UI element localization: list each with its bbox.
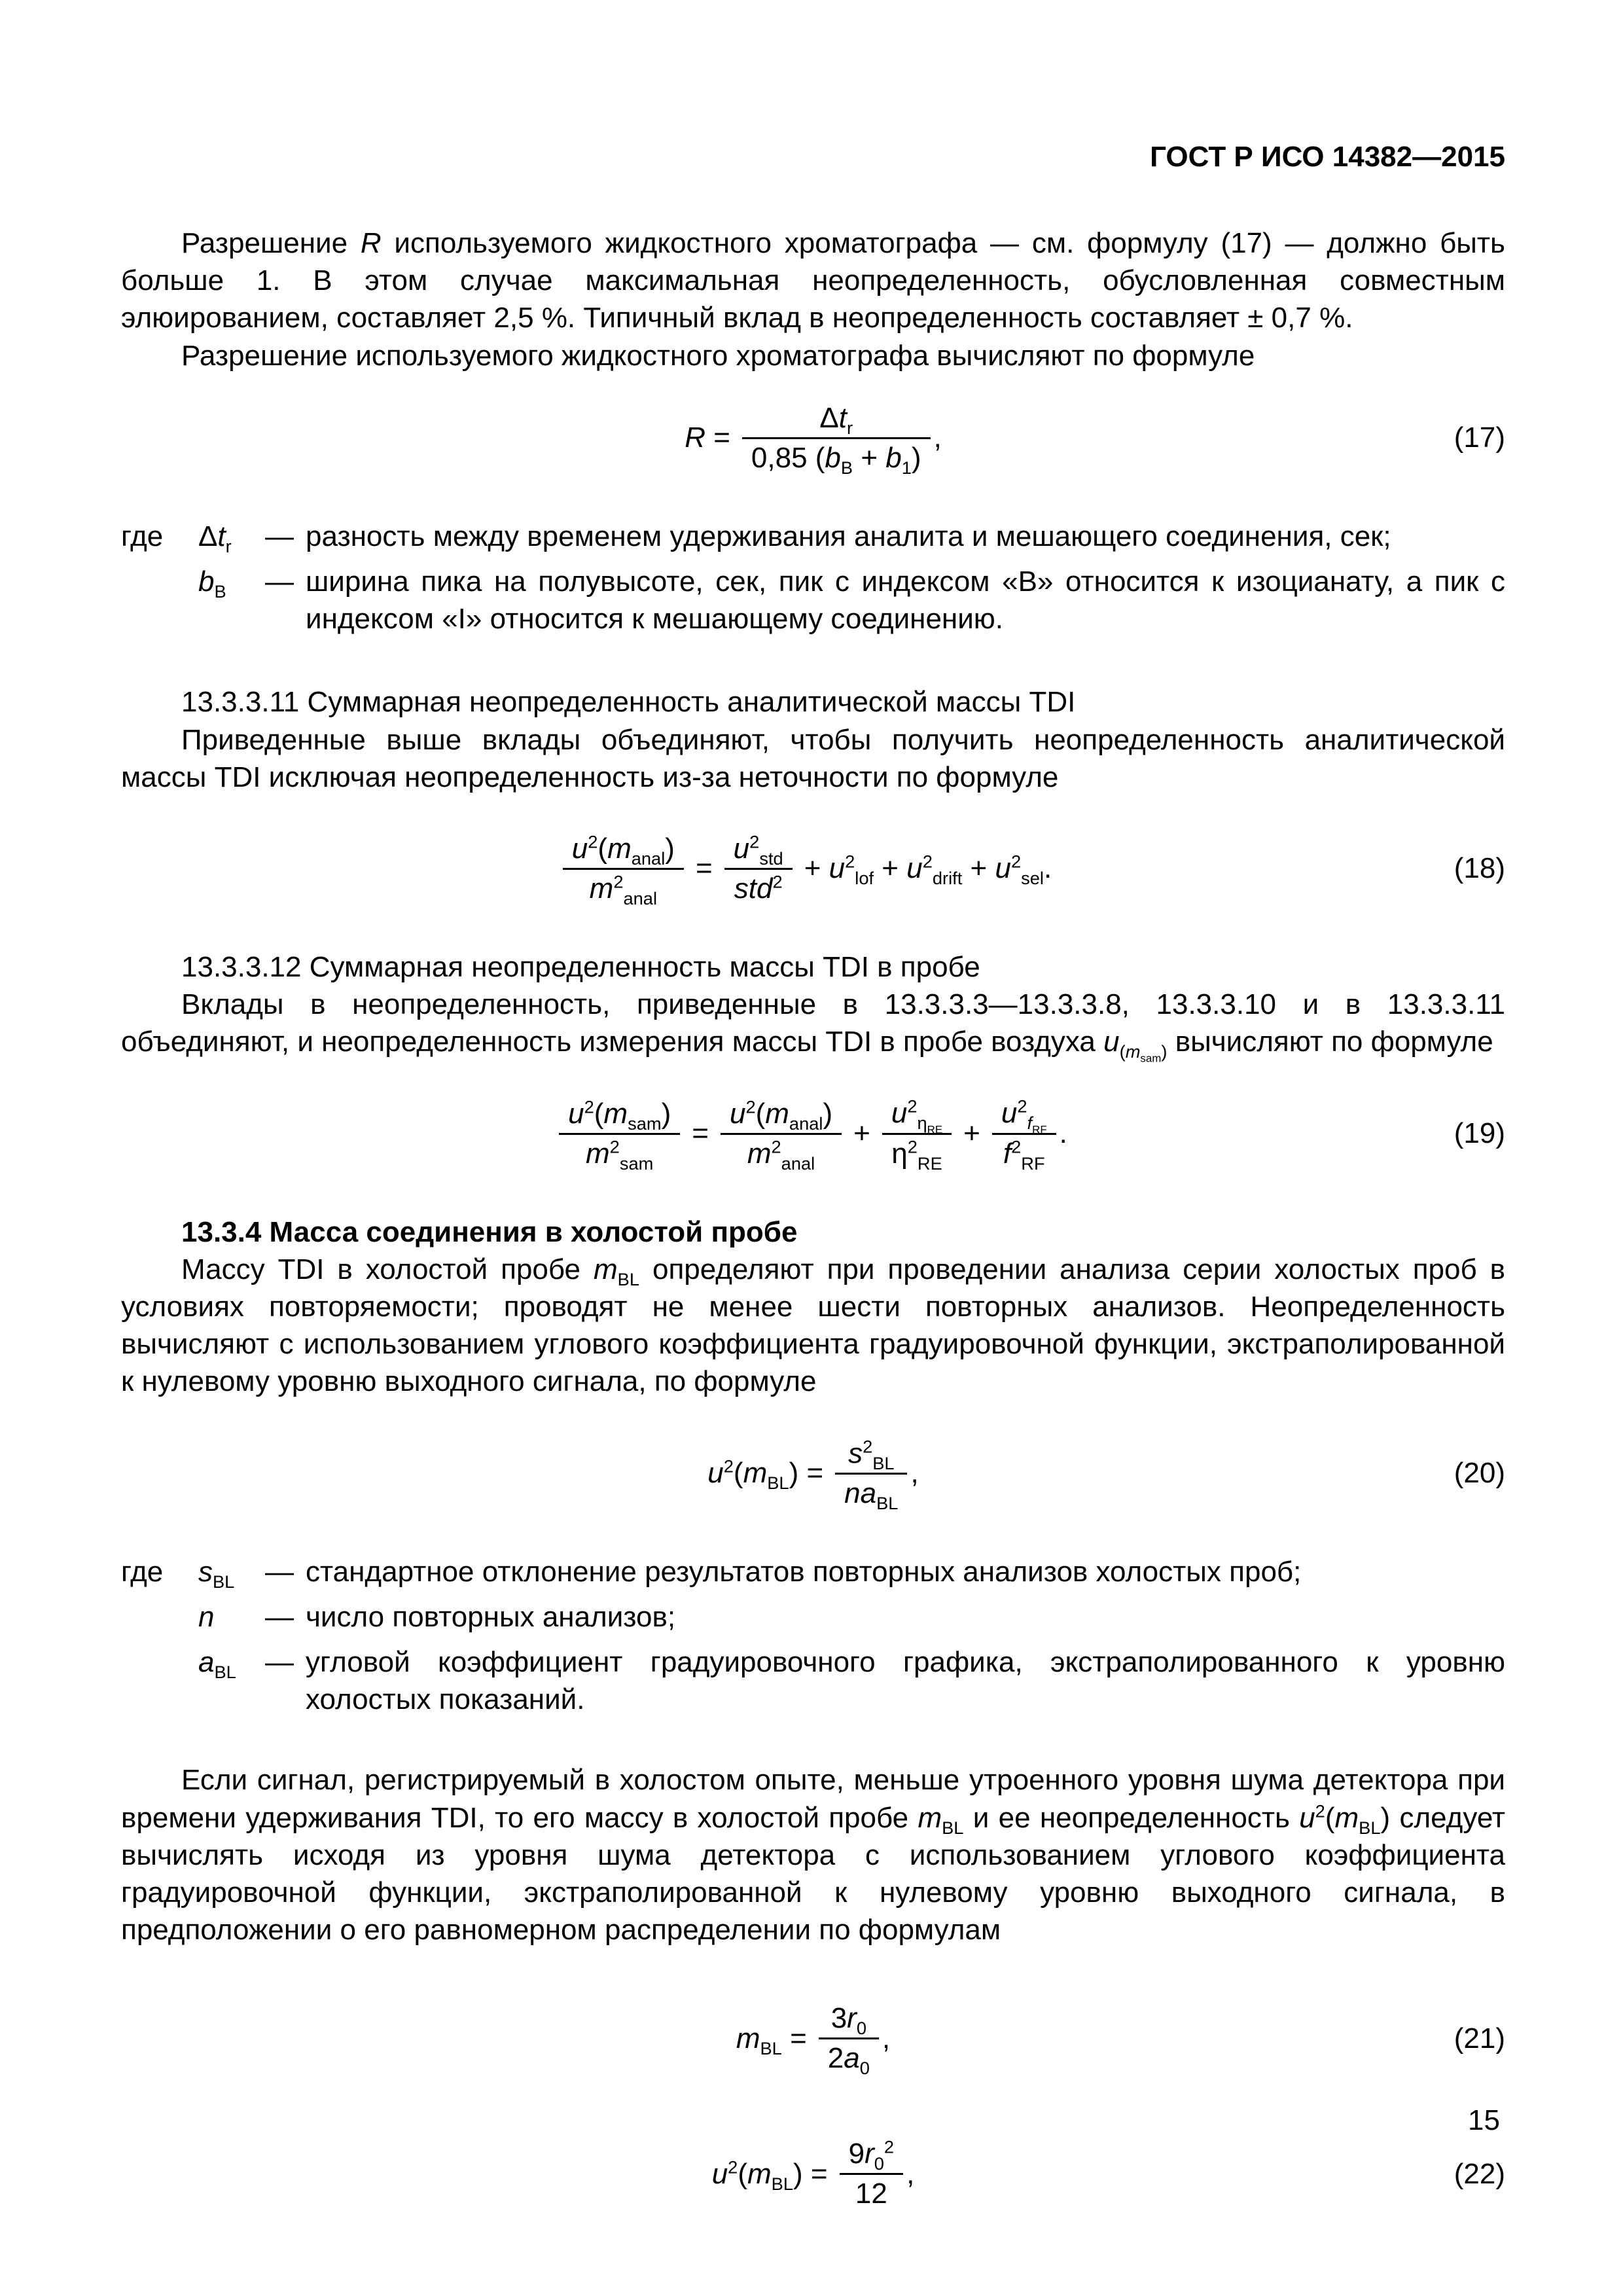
- paragraph-sample-mass-uncertainty: Вклады в неопределенность, приведенные в 13.3.3.3—13.3.3.8, 13.3.3.10 и в 13.3.3.11 объединяют, и неопределенность измерения массы TDI в пробе воздуха $u_{(m_{sam})}$ вычисляют по формуле: [121, 988, 1505, 1065]
- definition-text: число повторных анализов;: [306, 1600, 676, 1633]
- formula-20-lhs: $u^2(m_{BL})$ =: [707, 1456, 824, 1493]
- formula-19-response-fraction: [992, 1094, 1056, 1172]
- definition-term: $s_{BL}$: [198, 1555, 235, 1592]
- section-heading-13-3-3-11: 13.3.3.11 Суммарная неопределенность аналитической массы TDI: [181, 686, 1076, 719]
- definition-text: разность между временем удерживания аналита и мешающего соединения, сек;: [306, 520, 1391, 552]
- formula-17-lhs: R =: [685, 422, 730, 454]
- formula-19-anal-fraction: [721, 1095, 842, 1173]
- document-header: ГОСТ Р ИСО 14382—2015: [1150, 141, 1505, 173]
- formula-spacer: [121, 438, 685, 439]
- formula-22-numerator: $9r_0^2$: [848, 2136, 895, 2174]
- formula-18-lhs-fraction: [563, 830, 684, 908]
- formula-18-expression: [563, 830, 1063, 908]
- formula-19-recovery-fraction: [882, 1094, 952, 1172]
- formula-21-denominator: $2a_0$: [819, 2037, 879, 2077]
- plus-sign: +: [853, 1117, 870, 1150]
- formula-19-response-denominator: $f^2_{RF}$: [992, 1133, 1056, 1173]
- formula-18-std-fraction: [724, 830, 793, 908]
- formula-18-std-denominator: std$^2$: [724, 868, 793, 908]
- formula-22-fraction: [840, 2135, 903, 2213]
- formula-21-fraction: [819, 2000, 879, 2077]
- formula-21-expression: [736, 2000, 890, 2077]
- definition-dash: —: [265, 520, 294, 552]
- formula-19: [121, 1094, 1505, 1172]
- formula-20-fraction: [835, 1435, 907, 1513]
- formula-20-punctuation: ,: [910, 1457, 919, 1490]
- formula-21: [121, 2000, 1505, 2077]
- formula-21-numerator: $3r_0$: [830, 2002, 866, 2039]
- formula-18-lhs-numerator: $u^2(m_{anal})$: [571, 831, 675, 869]
- formula-22: [121, 2135, 1505, 2213]
- formula-19-anal-denominator: $m^2_{anal}$: [721, 1133, 842, 1173]
- definition-item: [121, 1643, 1505, 1718]
- formula-20-number: (20): [1454, 1457, 1505, 1490]
- where-label: где: [121, 1555, 164, 1588]
- formula-18-sum-terms: + $u^2_{lof} + u^2_{drift} + u^2_{sel}$.: [804, 851, 1052, 889]
- formula-19-recovery-numerator: $u^2_{\eta_{RE}}$: [891, 1096, 943, 1136]
- definition-dash: —: [265, 1646, 294, 1678]
- definition-dash: —: [265, 1555, 294, 1588]
- formula-19-expression: [559, 1094, 1067, 1172]
- paragraph-combined-uncertainty-analytical-mass: Приведенные выше вклады объединяют, чтобы получить неопределенность аналитической массы TDI исключая неопределенность из-за неточности по формуле: [121, 723, 1505, 793]
- formula-19-recovery-denominator: $\eta^2_{RE}$: [882, 1133, 952, 1173]
- where-label: где: [121, 520, 164, 552]
- formula-19-lhs-denominator: $m^2_{sam}$: [559, 1133, 680, 1173]
- formula-18: [121, 830, 1505, 908]
- formula-spacer: [121, 2038, 736, 2039]
- formula-19-punctuation: .: [1059, 1117, 1067, 1150]
- formula-19-response-numerator: $u^2_{f_{RF}}$: [1001, 1096, 1047, 1136]
- definition-dash: —: [265, 1600, 294, 1633]
- formula-19-lhs-fraction: [559, 1095, 680, 1173]
- equals-sign: =: [692, 1117, 709, 1150]
- formula-17-expression: [685, 399, 942, 477]
- definition-term: $\Delta t_r$: [198, 520, 232, 556]
- definition-item: [121, 563, 1505, 637]
- formula-17-punctuation: ,: [933, 422, 942, 454]
- section-heading-13-3-4: 13.3.4 Масса соединения в холостой пробе: [181, 1215, 798, 1248]
- formula-20-expression: [707, 1435, 918, 1513]
- definition-text: угловой коэффициент градуировочного графика, экстраполированного к уровню холостых показаний.: [306, 1646, 1505, 1716]
- formula-19-anal-numerator: $u^2(m_{anal})$: [729, 1096, 833, 1134]
- definition-term: $a_{BL}$: [198, 1646, 236, 1682]
- formula-17-number: (17): [1454, 422, 1505, 454]
- definition-term: n: [198, 1600, 215, 1633]
- definition-dash: —: [265, 565, 294, 598]
- formula-20: [121, 1435, 1505, 1513]
- formula-18-std-numerator: $u^2_{std}$: [733, 831, 783, 869]
- formula-21-punctuation: ,: [882, 2022, 891, 2054]
- formula-19-lhs-numerator: $u^2(m_{sam})$: [568, 1096, 671, 1134]
- formula-17: [121, 399, 1505, 477]
- formula-22-denominator: 12: [840, 2173, 903, 2213]
- definition-text: стандартное отклонение результатов повторных анализов холостых проб;: [306, 1555, 1302, 1588]
- plus-sign: +: [963, 1117, 980, 1150]
- formula-spacer: [121, 1473, 707, 1474]
- section-heading-13-3-3-12: 13.3.3.12 Суммарная неопределенность массы TDI в пробе: [181, 950, 980, 983]
- formula-22-expression: [712, 2135, 915, 2213]
- formula-19-number: (19): [1454, 1117, 1505, 1150]
- formula-20-numerator: $s^2_{BL}$: [848, 1435, 895, 1473]
- formula-17-numerator: $\Delta t_r$: [819, 401, 853, 438]
- formula-22-number: (22): [1454, 2157, 1505, 2190]
- definition-term: $b_B$: [198, 565, 226, 601]
- formula-21-number: (21): [1454, 2022, 1505, 2054]
- paragraph-chromatograph-resolution: Разрешение R используемого жидкостного хроматографа — см. формулу (17) — должно быть больше 1. В этом случае максимальная неопределенность, обусловленная совместным элюированием, составляет 2,5 %. Типичный вклад в неопределенность составляет ± 0,7 %.: [121, 227, 1505, 334]
- formula-22-lhs: $u^2(m_{BL})$ =: [711, 2157, 828, 2194]
- formula-18-lhs-denominator: $m^2_{anal}$: [563, 868, 684, 908]
- formula-21-lhs: $m_{BL}$ =: [736, 2022, 807, 2058]
- formula-20-denominator: $na_{BL}$: [835, 1473, 907, 1513]
- paragraph-resolution-formula-lead: Разрешение используемого жидкостного хроматографа вычисляют по формуле: [181, 339, 1255, 372]
- definition-text: ширина пика на полувысоте, сек, пик с индексом «B» относится к изоцианату, а пик с индексом «I» относится к мешающему соединению.: [306, 565, 1505, 636]
- definition-item: [121, 1553, 1505, 1590]
- formula-18-number: (18): [1454, 852, 1505, 885]
- equals-sign: =: [695, 852, 713, 885]
- paragraph-blank-signal-noise: Если сигнал, регистрируемый в холостом опыте, меньше утроенного уровня шума детектора при времени удерживания TDI, то его массу в холостой пробе $m_{BL}$ и ее неопределенность $u^2(m_{BL})$ следует вычислять исходя из уровня шума детектора с использованием углового коэффициента градуировочной функции, экстраполированной к нулевому уровню выходного сигнала, в предположении о его равномерном распределении по формулам: [121, 1764, 1505, 1946]
- page-number: 15: [1468, 2104, 1500, 2136]
- definition-item: [121, 518, 1505, 555]
- definition-item: [121, 1598, 1505, 1636]
- definitions-formula-20: [121, 1553, 1505, 1719]
- formula-22-punctuation: ,: [906, 2157, 915, 2190]
- paragraph-blank-sample-mass: Массу TDI в холостой пробе $m_{BL}$ определяют при проведении анализа серии холостых проб в условиях повторяемости; проводят не менее шести повторных анализов. Неопределенность вычисляют с использованием углового коэффициента градуировочной функции, экстраполированной к нулевому уровню выходного сигнала, по формуле: [121, 1253, 1505, 1398]
- definitions-formula-17: [121, 518, 1505, 638]
- formula-17-fraction: [742, 399, 931, 477]
- formula-17-denominator: 0,85 $(b_B + b_1)$: [742, 437, 931, 477]
